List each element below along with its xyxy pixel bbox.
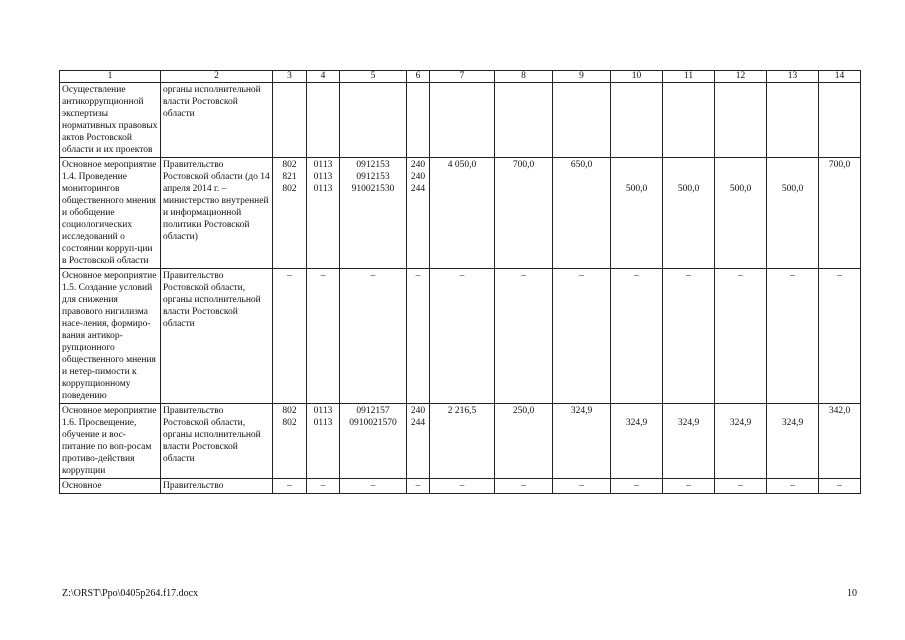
table-cell <box>430 269 495 404</box>
table-cell <box>161 404 273 479</box>
table-cell <box>340 404 407 479</box>
cell-line: 4 050,0 <box>447 160 477 170</box>
cell-line: 650,0 <box>570 160 593 170</box>
cell-line: – <box>634 481 639 491</box>
cell-text: Основное <box>62 481 102 491</box>
table-cell <box>715 404 767 479</box>
cell-line: 0113 <box>313 172 333 182</box>
table-cell <box>819 269 861 404</box>
table-cell <box>663 83 715 158</box>
header-cell: 5 <box>340 71 407 83</box>
header-cell: 7 <box>430 71 495 83</box>
cell-line: – <box>287 271 292 281</box>
cell-line: 240 <box>410 160 426 170</box>
cell-line: 0113 <box>313 418 333 428</box>
table-cell <box>407 83 430 158</box>
table-cell <box>553 479 611 494</box>
cell-line: 910021530 <box>351 184 395 194</box>
cell-text: Основное мероприятие 1.4. Проведение мониторингов общественного мнения и обобщение социологических исследований о состоянии корруп-ции в Ростовской области <box>62 160 157 266</box>
table-cell <box>767 404 819 479</box>
table-cell <box>273 404 307 479</box>
table-cell <box>407 158 430 269</box>
table-cell <box>553 83 611 158</box>
table-cell <box>553 158 611 269</box>
header-cell: 10 <box>611 71 663 83</box>
header-cell: 14 <box>819 71 861 83</box>
cell-line <box>432 417 492 429</box>
table-cell <box>340 83 407 158</box>
cell-text: Правительство Ростовской области, органы исполнительной власти Ростовской области <box>163 406 261 464</box>
table-row <box>60 83 861 158</box>
cell-line: 802 <box>282 184 297 194</box>
cell-line: – <box>686 481 691 491</box>
cell-line: 240 <box>410 172 426 182</box>
cell-text: органы исполнительной власти Ростовской области <box>163 85 261 119</box>
header-row <box>60 71 861 83</box>
table-cell <box>611 269 663 404</box>
cell-line: 0912157 <box>356 406 390 416</box>
cell-line: 250,0 <box>512 406 535 416</box>
table-cell <box>307 269 340 404</box>
table-cell <box>495 404 553 479</box>
cell-text: Правительство Ростовской области, органы исполнительной власти Ростовской области <box>163 271 261 329</box>
table-cell <box>60 158 161 269</box>
table-row <box>60 158 861 269</box>
table-cell <box>161 83 273 158</box>
cell-line: – <box>579 271 584 281</box>
cell-line: – <box>320 271 326 281</box>
table-cell <box>430 83 495 158</box>
header-cell: 2 <box>161 71 273 83</box>
header-cell: 9 <box>553 71 611 83</box>
table-cell <box>60 269 161 404</box>
cell-line <box>717 405 764 417</box>
table-cell <box>715 269 767 404</box>
table-cell <box>715 158 767 269</box>
cell-line: – <box>790 271 795 281</box>
table-cell <box>407 404 430 479</box>
cell-line <box>613 405 660 417</box>
cell-text: Основное мероприятие 1.5. Создание условий для снижения правового нигилизма насе-ления, формиро-вания антикор-рупционного общественного мнения и нетер-пимости к коррупционному поведению <box>62 271 157 401</box>
table-cell <box>767 269 819 404</box>
cell-line: – <box>320 481 326 491</box>
cell-line <box>497 183 550 195</box>
cell-text: Осуществление антикоррупционной экспертизы нормативных правовых актов Ростовской области и их проектов <box>62 85 158 155</box>
cell-line: 821 <box>282 172 297 182</box>
cell-line: 0912153 <box>356 160 390 170</box>
table-cell <box>161 479 273 494</box>
table-cell <box>273 269 307 404</box>
footer-file-path: Z:\ORST\Ppo\0405p264.f17.docx <box>62 588 199 599</box>
cell-line: 324,9 <box>570 406 593 416</box>
cell-line: 802 <box>282 406 297 416</box>
cell-line: 324,9 <box>625 418 648 428</box>
table-cell <box>767 479 819 494</box>
cell-line: 324,9 <box>729 418 752 428</box>
cell-line: – <box>370 481 376 491</box>
cell-line <box>555 417 608 429</box>
cell-line: 244 <box>410 418 426 428</box>
cell-line <box>613 171 660 183</box>
table-cell <box>60 404 161 479</box>
cell-line: – <box>521 271 526 281</box>
cell-line: 0912153 <box>356 172 390 182</box>
cell-line: 700,0 <box>828 160 851 170</box>
cell-line: – <box>738 481 743 491</box>
table-cell <box>430 158 495 269</box>
cell-line <box>665 405 712 417</box>
table-cell <box>340 158 407 269</box>
table-cell <box>715 479 767 494</box>
cell-line: – <box>634 271 639 281</box>
cell-line: 500,0 <box>729 184 752 194</box>
table-cell <box>611 404 663 479</box>
table-cell <box>611 479 663 494</box>
cell-line <box>665 159 712 171</box>
cell-line: – <box>521 481 526 491</box>
table-cell <box>307 479 340 494</box>
header-cell: 8 <box>495 71 553 83</box>
cell-line: – <box>287 481 292 491</box>
table-cell <box>553 269 611 404</box>
cell-line: – <box>370 271 376 281</box>
table-cell <box>553 404 611 479</box>
table-cell <box>767 158 819 269</box>
table-cell <box>663 479 715 494</box>
table-cell <box>663 404 715 479</box>
cell-line: – <box>790 481 795 491</box>
cell-line <box>665 171 712 183</box>
table-cell <box>60 83 161 158</box>
header-cell: 1 <box>60 71 161 83</box>
cell-line: 0113 <box>313 406 333 416</box>
cell-line <box>497 171 550 183</box>
table-cell <box>430 404 495 479</box>
table-cell <box>307 83 340 158</box>
cell-line: 0910021570 <box>349 418 397 428</box>
cell-text: Основное мероприятие 1.6. Просвещение, обучение и вос-питание по воп-росам противо-действия коррупции <box>62 406 157 476</box>
cell-line: – <box>837 271 842 281</box>
cell-line <box>769 159 816 171</box>
cell-text: Правительство Ростовской области (до 14 апреля 2014 г. – министерство внутренней и информационной политики Ростовской области) <box>163 160 270 242</box>
table-cell <box>495 269 553 404</box>
cell-line <box>613 159 660 171</box>
table-cell <box>819 158 861 269</box>
cell-line <box>769 405 816 417</box>
cell-line <box>717 159 764 171</box>
cell-text: Правительство <box>163 481 224 491</box>
table-cell <box>767 83 819 158</box>
table-cell <box>340 479 407 494</box>
table-cell <box>819 83 861 158</box>
table-cell <box>430 479 495 494</box>
table-cell <box>60 479 161 494</box>
table-cell <box>273 158 307 269</box>
table-row <box>60 269 861 404</box>
table-cell <box>611 158 663 269</box>
cell-line: – <box>459 481 465 491</box>
table-cell <box>307 158 340 269</box>
header-cell: 3 <box>273 71 307 83</box>
cell-line: 324,9 <box>781 418 804 428</box>
table-cell <box>273 83 307 158</box>
cell-line: 500,0 <box>625 184 648 194</box>
cell-line: – <box>415 481 421 491</box>
header-cell: 6 <box>407 71 430 83</box>
table-row <box>60 404 861 479</box>
cell-line: 0113 <box>313 184 333 194</box>
cell-line: – <box>579 481 584 491</box>
cell-line: 700,0 <box>512 160 535 170</box>
cell-line: 802 <box>282 160 297 170</box>
cell-line <box>717 171 764 183</box>
cell-line: – <box>415 271 421 281</box>
table-cell <box>407 269 430 404</box>
table-cell <box>273 479 307 494</box>
footer-page-number: 10 <box>847 588 857 599</box>
table-cell <box>495 158 553 269</box>
table-cell <box>663 158 715 269</box>
table-cell <box>715 83 767 158</box>
cell-line: 244 <box>410 184 426 194</box>
table-cell <box>663 269 715 404</box>
header-cell: 4 <box>307 71 340 83</box>
header-cell: 11 <box>663 71 715 83</box>
table-cell <box>819 479 861 494</box>
cell-line: – <box>686 271 691 281</box>
cell-line: 802 <box>282 418 297 428</box>
table-row <box>60 479 861 494</box>
cell-line <box>555 171 608 183</box>
cell-line: 240 <box>410 406 426 416</box>
cell-line: 0113 <box>313 160 333 170</box>
table-cell <box>407 479 430 494</box>
cell-line <box>555 183 608 195</box>
table-cell <box>611 83 663 158</box>
cell-line <box>432 183 492 195</box>
cell-line: 500,0 <box>677 184 700 194</box>
cell-line: – <box>837 481 842 491</box>
table-cell <box>307 404 340 479</box>
cell-line <box>497 417 550 429</box>
cell-line: – <box>738 271 743 281</box>
header-cell: 12 <box>715 71 767 83</box>
table-cell <box>161 269 273 404</box>
table-cell <box>495 479 553 494</box>
cell-line: 500,0 <box>781 184 804 194</box>
cell-line: 2 216,5 <box>447 406 477 416</box>
table-cell <box>495 83 553 158</box>
table-cell <box>161 158 273 269</box>
cell-line: 342,0 <box>828 406 851 416</box>
table-cell <box>819 404 861 479</box>
cell-line: 324,9 <box>677 418 700 428</box>
budget-table <box>59 70 861 494</box>
header-cell: 13 <box>767 71 819 83</box>
cell-line <box>769 171 816 183</box>
cell-line: – <box>459 271 465 281</box>
cell-line <box>432 171 492 183</box>
table-cell <box>340 269 407 404</box>
